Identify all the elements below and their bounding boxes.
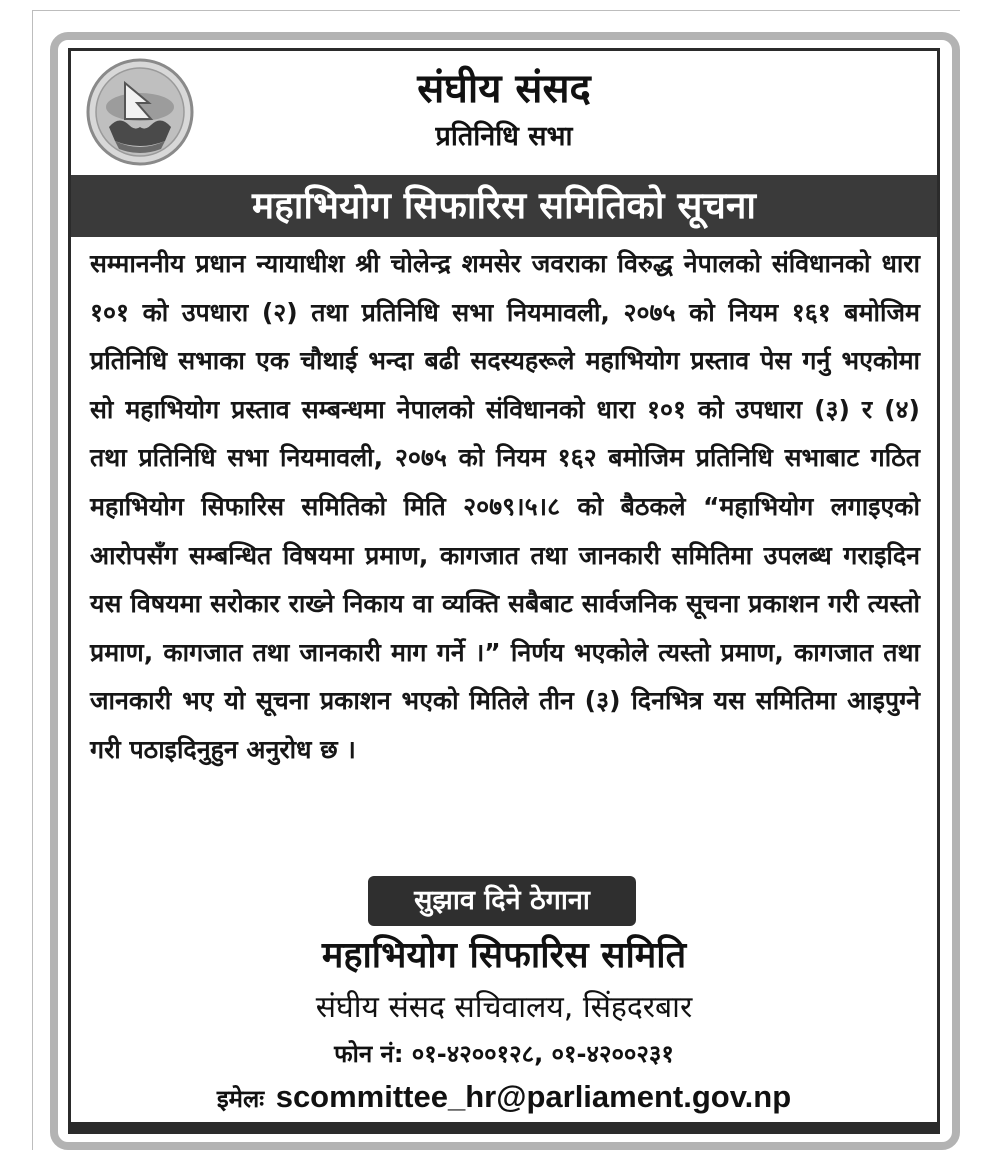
notice-header <box>71 51 937 173</box>
notice-body: सम्माननीय प्रधान न्यायाधीश श्री चोलेन्द्र शमसेर जवराका विरुद्ध नेपालको संविधानको धारा १०१ को उपधारा (२) तथा प्रतिनिधि सभा नियमावली, २०७५ को नियम १६१ बमोजिम प्रतिनिधि सभाका एक चौथाई भन्दा बढी सदस्यहरूले महाभियोग प्रस्ताव पेस गर्नु भएकोमा सो महाभियोग प्रस्ताव सम्बन्धमा नेपालको संविधानको धारा १०१ को उपधारा (३) र (४) तथा प्रतिनिधि सभा नियमावली, २०७५ को नियम १६२ बमोजिम प्रतिनिधि सभाबाट गठित महाभियोग सिफारिस समितिको मिति २०७९।५।८ को बैठकले “महाभियोग लगाइएको आरोपसँग सम्बन्धित विषयमा प्रमाण, कागजात तथा जानकारी समितिमा उपलब्ध गराइदिन यस विषयमा सरोकार राख्ने निकाय वा व्यक्ति सबैबाट सार्वजनिक सूचना प्रकाशन गरी त्यस्तो प्रमाण, कागजात तथा जानकारी माग गर्ने ।” निर्णय भएकोले त्यस्तो प्रमाण, कागजात तथा जानकारी भए यो सूचना प्रकाशन भएको मितिले तीन (३) दिनभित्र यस समितिमा आइपुग्ने गरी पठाइदिनुहुन अनुरोध छ । <box>90 249 920 764</box>
page-border-left <box>32 10 33 1150</box>
email-label: इमेलः <box>216 1085 265 1113</box>
notice-banner: महाभियोग सिफारिस समितिको सूचना <box>71 175 937 237</box>
secretariat-address: संघीय संसद सचिवालय, सिंहदरबार <box>315 990 693 1025</box>
phone-numbers: फोन नं: ०१-४२००१२८, ०१-४२००२३१ <box>334 1040 674 1068</box>
address-badge: सुझाव दिने ठेगाना <box>368 876 636 926</box>
page-subtitle: प्रतिनिधि सभा <box>435 121 573 152</box>
page-border-top <box>32 10 960 11</box>
bottom-rule <box>71 1122 937 1131</box>
email-link[interactable]: scommittee_hr@parliament.gov.np <box>275 1079 792 1114</box>
email-line <box>71 1074 937 1125</box>
page-title: संघीय संसद <box>417 66 591 112</box>
committee-name: महाभियोग सिफारिस समिति <box>321 935 687 976</box>
